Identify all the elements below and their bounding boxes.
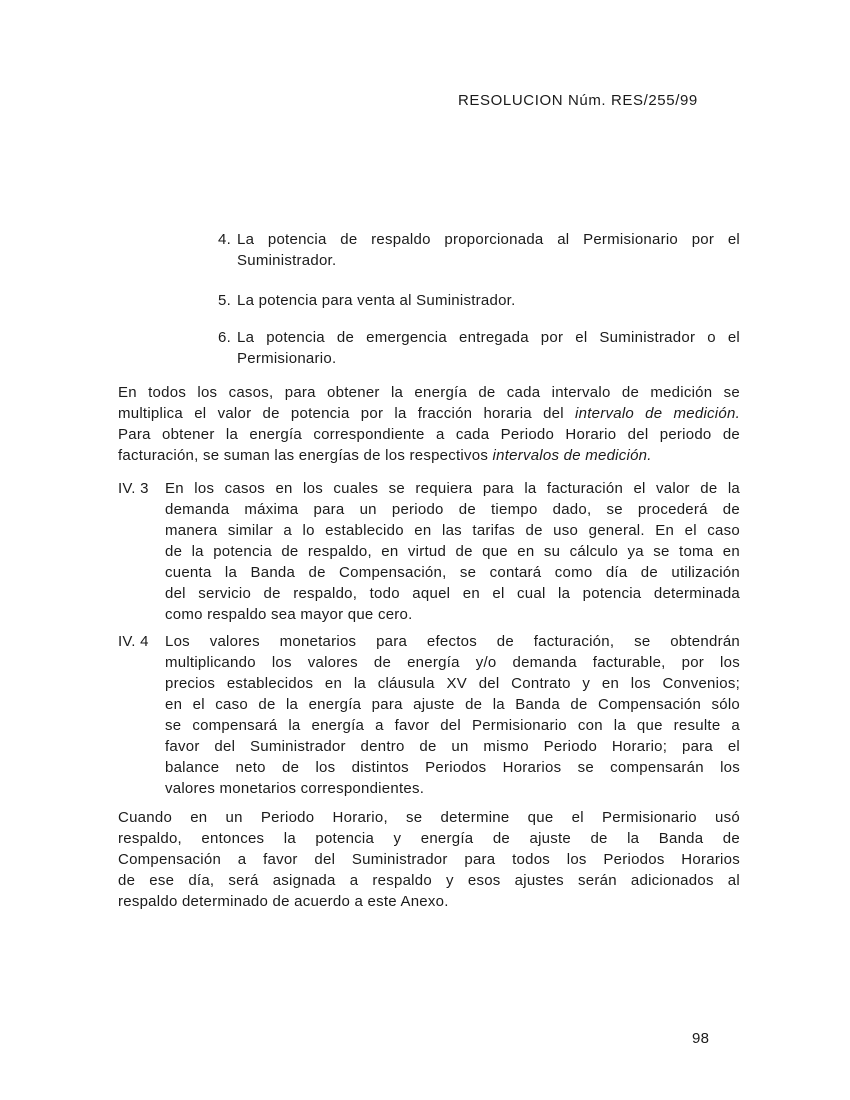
text-line: En todos los casos, para obtener la energía de cada intervalo de medición se bbox=[118, 384, 740, 401]
text-line: Permisionario. bbox=[237, 350, 337, 367]
list-item-number: 6. bbox=[218, 329, 232, 346]
list-item-4 bbox=[218, 229, 740, 271]
text-line bbox=[118, 403, 740, 424]
clause-iv-4 bbox=[118, 631, 740, 799]
text-line: en el caso de la energía para ajuste de la Banda de Compensación sólo bbox=[165, 696, 740, 713]
clause-iv-3 bbox=[118, 478, 740, 625]
text-line: respaldo determinado de acuerdo a este Anexo. bbox=[118, 893, 449, 910]
text-line: Cuando en un Periodo Horario, se determine que el Permisionario usó bbox=[118, 809, 740, 826]
text-line: de ese día, será asignada a respaldo y esos ajustes serán adicionados al bbox=[118, 872, 740, 889]
text-line: La potencia de respaldo proporcionada al Permisionario por el bbox=[237, 231, 740, 248]
document-header: RESOLUCION Núm. RES/255/99 bbox=[458, 92, 698, 109]
list-item-number: 4. bbox=[218, 231, 232, 248]
text-line: valores monetarios correspondientes. bbox=[165, 780, 425, 797]
page-number: 98 bbox=[692, 1030, 710, 1047]
text-line: como respaldo sea mayor que cero. bbox=[165, 606, 413, 623]
text-line: demanda máxima para un periodo de tiempo dado, se procederá de bbox=[165, 501, 740, 518]
text-line: Los valores monetarios para efectos de facturación, se obtendrán bbox=[165, 633, 740, 650]
list-item-number: 5. bbox=[218, 292, 232, 309]
text-line: La potencia de emergencia entregada por el Suministrador o el bbox=[237, 329, 740, 346]
text-segment: multiplica el valor de potencia por la fracción horaria del bbox=[118, 405, 576, 422]
list-item-6 bbox=[218, 327, 740, 369]
text-line: del servicio de respaldo, todo aquel en el cual la potencia determinada bbox=[165, 585, 740, 602]
paragraph-respaldo-assignment bbox=[118, 807, 740, 912]
text-line: Para obtener la energía correspondiente a cada Periodo Horario del periodo de bbox=[118, 426, 740, 443]
text-line bbox=[118, 445, 740, 466]
text-line: multiplicando los valores de energía y/o demanda facturable, por los bbox=[165, 654, 740, 671]
text-line: respaldo, entonces la potencia y energía de ajuste de la Banda de bbox=[118, 830, 740, 847]
clause-label: IV. 3 bbox=[118, 480, 149, 497]
text-line: Suministrador. bbox=[237, 252, 337, 269]
text-line: En los casos en los cuales se requiera para la facturación el valor de la bbox=[165, 480, 740, 497]
text-line: balance neto de los distintos Periodos Horarios se compensarán los bbox=[165, 759, 740, 776]
text-segment: facturación, se suman las energías de los respectivos bbox=[118, 447, 493, 464]
text-line: La potencia para venta al Suministrador. bbox=[237, 292, 516, 309]
text-line: favor del Suministrador dentro de un mismo Periodo Horario; para el bbox=[165, 738, 740, 755]
text-line: se compensará la energía a favor del Permisionario con la que resulte a bbox=[165, 717, 740, 734]
italic-text-segment: intervalos de medición. bbox=[492, 447, 652, 464]
italic-text-segment: intervalo de medición. bbox=[575, 405, 740, 422]
text-line: precios establecidos en la cláusula XV del Contrato y en los Convenios; bbox=[165, 675, 740, 692]
clause-label: IV. 4 bbox=[118, 633, 149, 650]
text-line: de la potencia de respaldo, en virtud de que en su cálculo ya se toma en bbox=[165, 543, 740, 560]
paragraph-energy-calculation bbox=[118, 382, 740, 466]
text-line: cuenta la Banda de Compensación, se contará como día de utilización bbox=[165, 564, 740, 581]
text-line: Compensación a favor del Suministrador para todos los Periodos Horarios bbox=[118, 851, 740, 868]
list-item-5 bbox=[218, 290, 740, 311]
text-line: manera similar a lo establecido en las tarifas de uso general. En el caso bbox=[165, 522, 740, 539]
